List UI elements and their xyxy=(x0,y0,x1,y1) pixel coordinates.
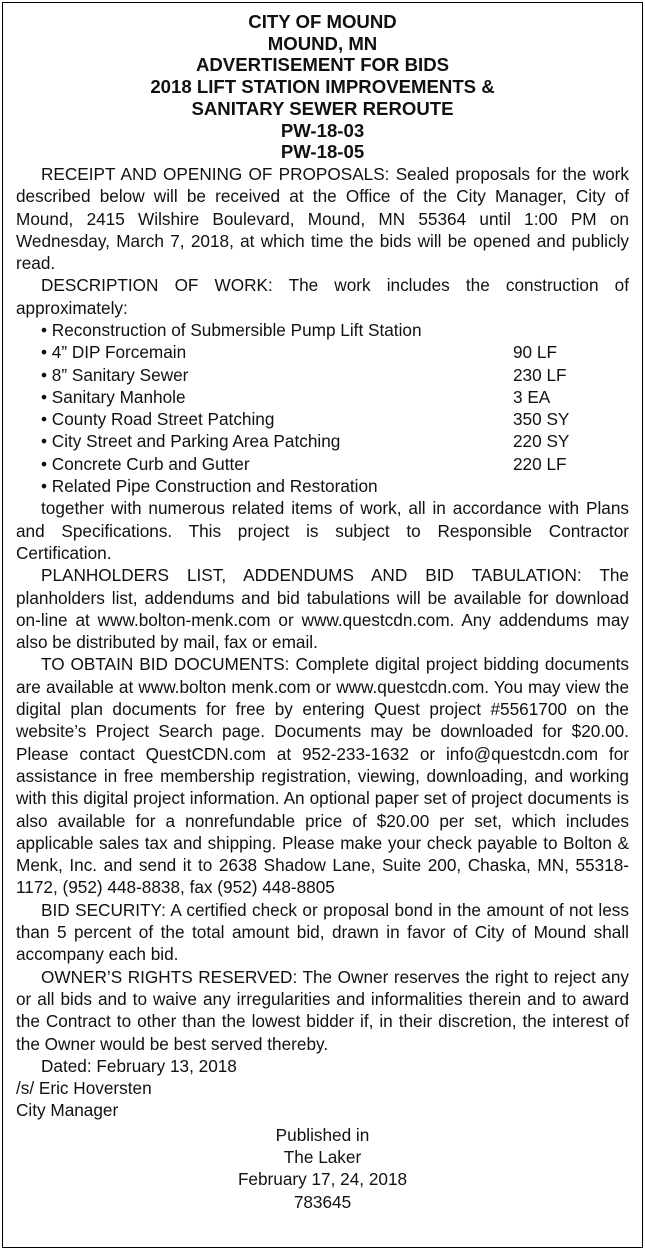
header-line: SANITARY SEWER REROUTE xyxy=(191,97,454,119)
header-line: 2018 LIFT STATION IMPROVEMENTS & xyxy=(150,76,495,98)
header-line: PW-18-03 xyxy=(280,119,365,141)
work-item-desc: • Reconstruction of Submersible Pump Lift Station xyxy=(41,320,422,340)
header-line: PW-18-05 xyxy=(280,141,365,163)
bid-security-paragraph: BID SECURITY: A certified check or proposal bond in the amount of not less than 5 percent of the total amount bid, drawn in favor of City of Mound shall accompany each bid. xyxy=(16,899,629,965)
work-item xyxy=(16,319,629,341)
work-item xyxy=(16,408,629,430)
dated-line: Dated: February 13, 2018 xyxy=(41,1055,237,1076)
publication-line: Published in xyxy=(275,1124,370,1145)
work-item-desc: • Sanitary Manhole xyxy=(41,386,186,407)
work-item-qty: 350 SY xyxy=(513,409,570,430)
owners-rights-paragraph: OWNER’S RIGHTS RESERVED: The Owner reserves the right to reject any or all bids and to waive any irregularities and informalities therein and to award the Contract to other than the lowest bidder if, in their discretion, the interest of the Owner would be best served thereby. xyxy=(16,966,629,1054)
signer-title: City Manager xyxy=(16,1100,119,1121)
work-item xyxy=(16,386,629,408)
work-item-qty: 220 SY xyxy=(513,431,570,452)
publication-number: 783645 xyxy=(293,1191,352,1212)
work-item-desc: • 8” Sanitary Sewer xyxy=(41,364,189,385)
description-paragraph: DESCRIPTION OF WORK: The work includes the construction of approximately: xyxy=(16,275,629,318)
work-item-desc: • 4” DIP Forcemain xyxy=(41,342,187,363)
header-line: MOUND, MN xyxy=(267,32,378,54)
header-line: ADVERTISEMENT FOR BIDS xyxy=(195,54,450,76)
planholders-paragraph: PLANHOLDERS LIST, ADDENDUMS AND BID TABULATION: The planholders list, addendums and bid tabulations will be available for download on-line at www.bolton-menk.com or www.questcdn.com. Any addendums may also be distributed by mail, fax or email. xyxy=(16,565,629,653)
work-item-desc: • County Road Street Patching xyxy=(41,409,275,430)
work-item xyxy=(16,453,629,475)
work-item xyxy=(16,475,629,497)
publication-paper: The Laker xyxy=(283,1146,362,1167)
work-item xyxy=(16,364,629,386)
work-item-desc: • City Street and Parking Area Patching xyxy=(41,431,341,452)
header-line: CITY OF MOUND xyxy=(248,11,397,32)
work-item-desc: • Concrete Curb and Gutter xyxy=(41,453,250,474)
receipt-paragraph: RECEIPT AND OPENING OF PROPOSALS: Sealed proposals for the work described below will be received at the Office of the City Manager, City of Mound, 2415 Wilshire Boulevard, Mound, MN 55364 until 1:00 PM on Wednesday, March 7, 2018, at which time the bids will be opened and publicly read. xyxy=(16,163,629,274)
work-item-desc: • Related Pipe Construction and Restoration xyxy=(41,476,378,497)
work-item xyxy=(16,430,629,452)
notice-header xyxy=(16,11,629,163)
obtain-documents-paragraph: TO OBTAIN BID DOCUMENTS: Complete digital project bidding documents are available at www.bolton menk.com or www.questcdn.​com. You may view the digital plan documents for free by entering Quest project #5561700 on the website’s Project Search page. Documents may be downloaded for $20.00. Please contact QuestCDN.com at 952-233-1632 or info@questcdn.com for assistance in free membership registration, viewing, downloading, and working with this digital project information. An optional paper set of project documents is also available for a nonrefundable price of $20.00 per set, which includes applicable sales tax and shipping. Please make your check payable to Bolton & Menk, Inc. and send it to 2638 Shadow Lane, Suite 200, Chaska, MN, 55318-1172, (952) 448-8838, fax (952) 448-8805 xyxy=(16,654,629,898)
work-item-qty: 220 LF xyxy=(513,453,567,474)
work-items-list xyxy=(16,319,629,497)
together-paragraph: together with numerous related items of work, all in accordance with Plans and Specifications. This project is subject to Responsible Contractor Certification. xyxy=(16,498,629,563)
signature: /s/ Eric Hoversten xyxy=(16,1078,152,1099)
work-item-qty: 230 LF xyxy=(513,364,567,385)
work-item xyxy=(16,341,629,363)
legal-notice xyxy=(2,2,643,1248)
work-item-qty: 3 EA xyxy=(513,386,551,407)
publication-dates: February 17, 24, 2018 xyxy=(237,1169,408,1190)
work-item-qty: 90 LF xyxy=(513,342,557,363)
publication-info xyxy=(16,1124,629,1213)
